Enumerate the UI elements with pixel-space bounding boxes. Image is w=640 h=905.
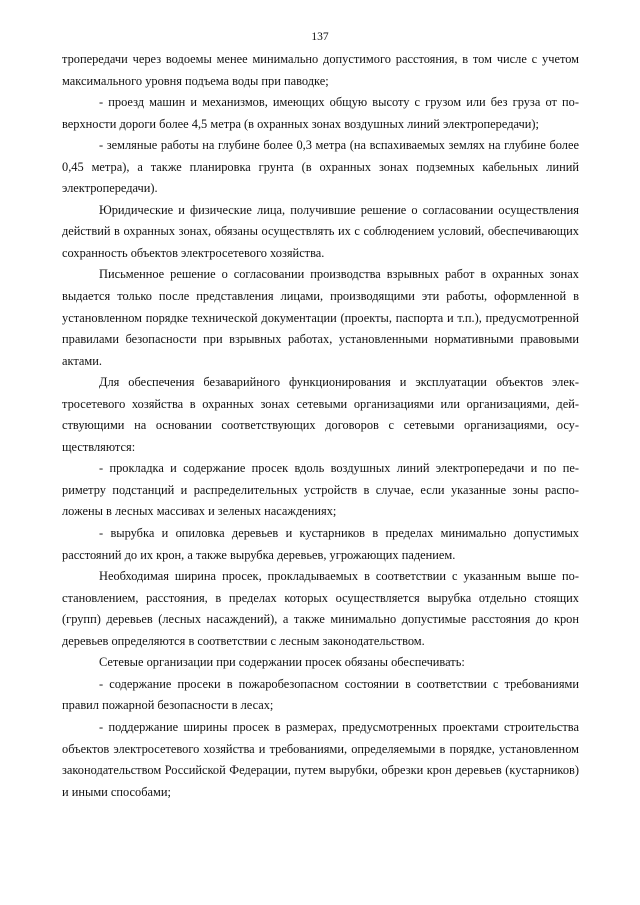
paragraph-grid-obligations: Сетевые организации при содержании просек обязаны обеспечивать: (99, 655, 465, 670)
list-item-vehicle-passage: - проезд машин и механизмов, имеющих общую высоту с грузом или без груза от поверхности дороги более 4,5 метра (в охранных зонах воздушных линий электропередачи); (62, 95, 579, 131)
list-item-fire-safety: - содержание просеки в пожаробезопасном состоянии в соответствии с требованиями правил пожарной безопасности в лесах; (62, 676, 579, 713)
list-item-clearing-maintenance: - поддержание ширины просек в размерах, предусмотренных проектами строительства объектов электросетевого хозяйства и требованиями, определяемыми в порядке, установленном законодательством Российской Федерации, путем вырубки, обрезки крон деревьев (кустарников) и иными способами; (62, 719, 579, 799)
page-number: 137 (311, 31, 329, 43)
paragraph-continuation: тропередачи через водоемы менее минимально допустимого расстояния, в том числе с учетом максимального уровня подъема воды при паводке; (62, 52, 579, 88)
paragraph-legal-entities: Юридические и физические лица, получившие решение о согласовании осуществления действий в охранных зонах, обязаны осуществлять их с соблюдением условий, обеспечивающих сохранность объектов электросетевого хозяйства. (62, 202, 579, 260)
list-item-clearings: - прокладка и содержание просек вдоль воздушных линий электропередачи и по периметру подстанций и распределительных устройств в случае, если указанные зоны расположены в лесных массивах и зеленых насаждениях; (62, 461, 579, 519)
paragraph-clearing-width: Необходимая ширина просек, прокладываемых в соответствии с указанным выше постановлением, расстояния, в пределах которых осуществляется вырубка отдельно стоящих (групп) деревьев (лесных насаждений), а также минимально допустимые расстояния до крон деревьев определяются в соответствии с лесным законодательством. (62, 569, 579, 648)
document-body (62, 49, 579, 803)
list-item-tree-cutting: - вырубка и опиловка деревьев и кустарников в пределах минимально допустимых расстояний до их крон, а также вырубка деревьев, угрожающих падением. (62, 526, 579, 562)
paragraph-blasting-decision: Письменное решение о согласовании производства взрывных работ в охранных зонах выдается только после представления лицами, производящими эти работы, оформленной в установленном порядке технической документации (проекты, паспорта и т.п.), предусмотренной правилами безопасности при взрывных работах, установленными нормативными правовыми актами. (62, 267, 579, 368)
paragraph-grid-operation: Для обеспечения безаварийного функционирования и эксплуатации объектов электросетевого хозяйства в охранных зонах сетевыми организациями или организациями, действующими на основании соответствующих договоров с сетевыми организациями, осуществляются: (62, 375, 579, 454)
list-item-earthworks: - земляные работы на глубине более 0,3 метра (на вспахиваемых землях на глубине более 0,45 метра), а также планировка грунта (в охранных зонах подземных кабельных линий электропередачи). (62, 138, 579, 196)
